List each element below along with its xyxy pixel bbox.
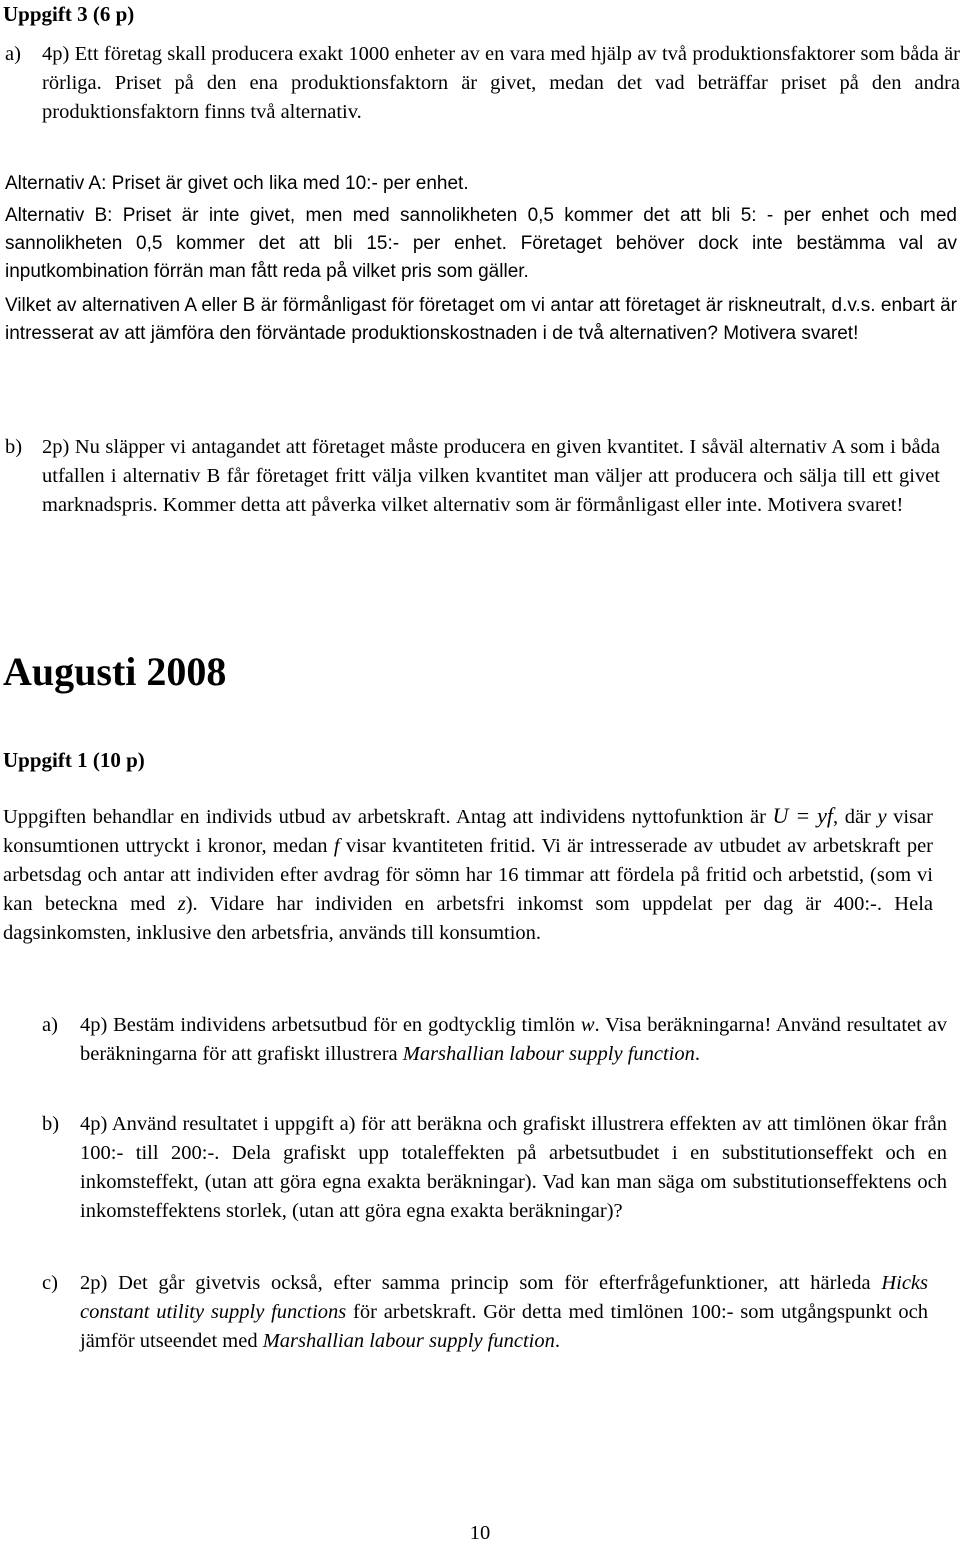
var-z: z	[177, 893, 186, 915]
task1-a-part: 4p) Bestäm individens arbetsutbud för en godtycklig timlön	[80, 1014, 581, 1036]
alternative-b-text: Alternativ B: Priset är inte givet, men med sannolikheten 0,5 kommer det att bli 5: - per enhet och med sannolikheten 0,5 kommer det att bli 15:- per enhet.	[5, 205, 957, 254]
task1-a-part: . Visa beräkningarna! Använd resultatet av beräkningarna för att grafiskt illustrera	[80, 1014, 947, 1065]
task1-intro-line1: Uppgiften behandlar en individs utbud av arbetskraft. Antag att individens nyttofunktion är	[3, 806, 766, 828]
hicks-term: Hicks constant utility supply functions	[80, 1272, 928, 1323]
utility-formula: U = yf	[772, 803, 833, 828]
var-y: y	[877, 806, 887, 828]
task1-heading: Uppgift 1 (10 p)	[3, 748, 145, 772]
task1-a-part: .	[694, 1043, 700, 1065]
task1-intro-text: , där	[833, 806, 878, 828]
task1-intro-text: intresserade av utbudet av arbetskraft per arbetsdag och antar att individen efter avdrag för sömn har 16 timmar att fördela på fritid och arbetstid, (som vi kan beteckna med	[3, 835, 934, 915]
var-f: f	[333, 835, 340, 857]
task1-intro-text: visar kvantiteten fritid. Vi är	[339, 835, 584, 857]
task1-intro-text: visar konsumtionen uttryckt i kronor, medan	[3, 806, 933, 857]
task1-a-label: a)	[42, 1014, 58, 1036]
marshallian-term: Marshallian labour supply function	[402, 1043, 695, 1065]
task1-b-label: b)	[42, 1113, 60, 1135]
task3-b-text: 2p) Nu släpper vi antagandet att företaget måste producera en given kvantitet. I såväl alternativ A som i båda utfallen i alternativ B får företaget fritt välja vilken kvantitet man väljer att producera och sälja till ett givet marknadspris. Kommer detta att påverka vilket alternativ som är förmånligast eller inte. Motivera svaret!	[42, 436, 940, 516]
task1-a-text	[80, 1011, 947, 1069]
task3-b-label: b)	[5, 436, 23, 458]
task3-a-label: a)	[5, 43, 21, 65]
alternative-b-continued: Företaget behöver dock inte bestämma val av inputkombination förrän man fått reda på vilket pris som gäller.	[5, 233, 958, 282]
var-w: w	[580, 1014, 595, 1036]
task1-c-label: c)	[42, 1272, 58, 1294]
alternative-b	[5, 202, 957, 286]
task1-c-text	[80, 1269, 928, 1356]
task3-a-text: 4p) Ett företag skall producera exakt 1000 enheter av en vara med hjälp av två produktionsfaktorer som båda är rörliga. Priset på den ena produktionsfaktorn är givet, medan det vad beträffar priset på den andra produktionsfaktorn finns två alternativ.	[42, 43, 960, 123]
task1-b-text: 4p) Använd resultatet i uppgift a) för att beräkna och grafiskt illustrera effekten av att timlönen ökar från 100:- till 200:-. Dela grafiskt upp totaleffekten på arbetsutbudet i en substitutionseffekt och en inkomsteffekt, (utan att göra egna exakta beräkningar). Vad kan man säga om substitutionseffektens och inkomsteffektens storlek, (utan att göra egna exakta beräkningar)?	[80, 1113, 947, 1222]
section-title: Augusti 2008	[3, 649, 227, 694]
task1-c-part: .	[554, 1330, 560, 1352]
task1-intro-text: ). Vidare har individen en arbetsfri inkomst som uppdelat per dag är 400:-. Hela dagsinkomsten, inklusive den arbetsfria, används till konsumtion.	[3, 893, 933, 944]
marshallian-term: Marshallian labour supply function	[262, 1330, 555, 1352]
alternative-a: Alternativ A: Priset är givet och lika med 10:- per enhet.	[5, 173, 469, 194]
page-number: 10	[469, 1522, 491, 1544]
task3-question: Vilket av alternativen A eller B är förmånligast för företaget om vi antar att företaget är riskneutralt, d.v.s. enbart är intresserat av att jämföra den förväntade produktionskostnaden i de två alternativen? Motivera svaret!	[5, 295, 957, 344]
task1-c-part: för arbetskraft. Gör detta med timlönen 100:- som utgångspunkt och jämför utseendet med	[80, 1301, 928, 1352]
task3-heading: Uppgift 3 (6 p)	[3, 2, 135, 26]
task1-c-part: 2p) Det går givetvis också, efter samma princip som för efterfrågefunktioner, att härleda	[80, 1272, 882, 1294]
task1-intro	[3, 801, 933, 948]
